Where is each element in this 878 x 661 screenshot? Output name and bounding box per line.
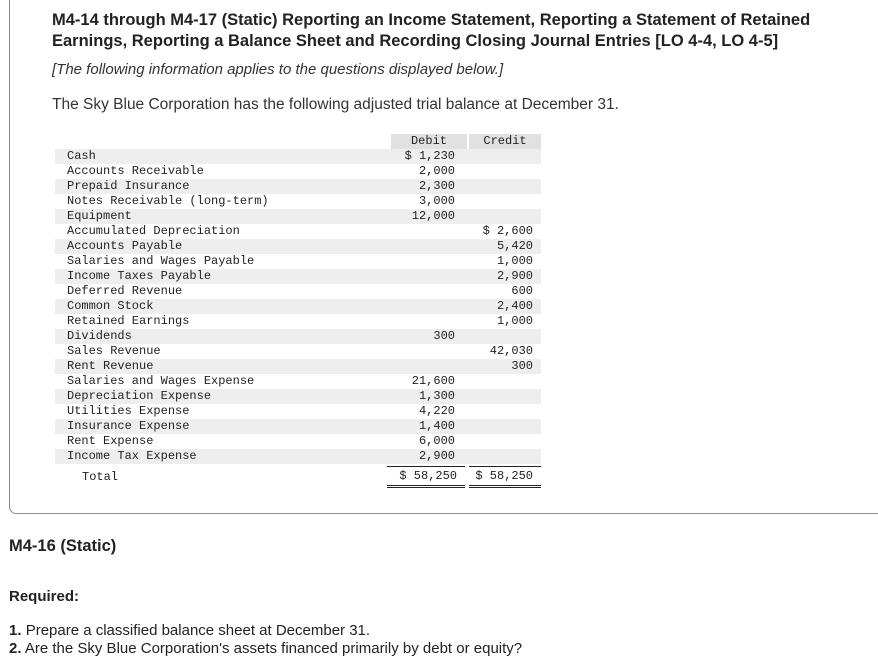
required-item [9, 640, 522, 658]
table-row [55, 239, 541, 254]
table-row [55, 359, 541, 374]
account-name: Depreciation Expense [67, 389, 212, 403]
debit-amount: 2,000 [418, 164, 455, 178]
account-name: Rent Revenue [67, 359, 154, 373]
debit-amount: 12,000 [411, 209, 455, 223]
debit-amount: 300 [433, 329, 455, 343]
trial-balance-rows [55, 149, 541, 464]
account-name: Accounts Payable [67, 239, 183, 253]
table-row [55, 389, 541, 404]
table-row [55, 419, 541, 434]
table-row [55, 269, 541, 284]
table-row [55, 299, 541, 314]
credit-amount: 300 [511, 359, 533, 373]
account-name: Retained Earnings [67, 314, 190, 328]
debit-amount: 1,400 [418, 419, 455, 433]
debit-amount: 1,300 [418, 389, 455, 403]
account-name: Income Tax Expense [67, 449, 197, 463]
account-name: Equipment [67, 209, 132, 223]
credit-amount: 2,400 [496, 299, 533, 313]
credit-amount: 42,030 [489, 344, 533, 358]
credit-amount: 600 [511, 284, 533, 298]
table-row [55, 314, 541, 329]
section-title: M4-16 (Static) [9, 537, 117, 555]
account-name: Notes Receivable (long-term) [67, 194, 269, 208]
table-row [55, 284, 541, 299]
account-name: Accounts Receivable [67, 164, 204, 178]
required-item-text: Prepare a classified balance sheet at December 31. [25, 622, 371, 639]
account-name: Rent Expense [67, 434, 154, 448]
account-name: Income Taxes Payable [67, 269, 212, 283]
required-item-number: 1. [9, 622, 22, 639]
credit-amount: 1,000 [496, 254, 533, 268]
trial-balance-table [55, 134, 541, 486]
required-item [9, 622, 522, 640]
table-row [55, 434, 541, 449]
credit-amount: 5,420 [496, 239, 533, 253]
table-row [55, 209, 541, 224]
debit-amount: 21,600 [411, 374, 455, 388]
total-label: Total [82, 470, 119, 484]
account-name: Utilities Expense [67, 404, 190, 418]
problem-title: M4-14 through M4-17 (Static) Reporting an Income Statement, Reporting a Statement of Retained Earnings, Reporting a Balance Sheet and Recording Closing Journal Entries [LO 4-4, LO 4-5] [52, 11, 811, 50]
table-row [55, 404, 541, 419]
account-name: Salaries and Wages Expense [67, 374, 255, 388]
table-row [55, 374, 541, 389]
total-debit: $ 58,250 [387, 466, 465, 488]
account-name: Prepaid Insurance [67, 179, 190, 193]
debit-amount: $ 1,230 [404, 149, 455, 163]
table-row [55, 224, 541, 239]
trial-balance-header [55, 134, 541, 149]
required-item-text: Are the Sky Blue Corporation's assets financed primarily by debt or equity? [24, 640, 523, 657]
account-name: Accumulated Depreciation [67, 224, 240, 238]
table-row [55, 449, 541, 464]
account-name: Deferred Revenue [67, 284, 183, 298]
required-item-number: 2. [9, 640, 22, 657]
debit-amount: 3,000 [418, 194, 455, 208]
credit-amount: $ 2,600 [482, 224, 533, 238]
table-row [55, 329, 541, 344]
problem-note: [The following information applies to the questions displayed below.] [52, 61, 504, 78]
table-row [55, 344, 541, 359]
account-name: Sales Revenue [67, 344, 161, 358]
debit-amount: 2,300 [418, 179, 455, 193]
debit-amount: 4,220 [418, 404, 455, 418]
table-row [55, 254, 541, 269]
required-label: Required: [9, 588, 80, 605]
debit-amount: 6,000 [418, 434, 455, 448]
debit-amount: 2,900 [418, 449, 455, 463]
problem-intro: The Sky Blue Corporation has the following adjusted trial balance at December 31. [52, 96, 619, 113]
table-row [55, 179, 541, 194]
account-name: Common Stock [67, 299, 154, 313]
account-name: Insurance Expense [67, 419, 190, 433]
account-name: Salaries and Wages Payable [67, 254, 255, 268]
trial-balance-total-row [55, 468, 541, 486]
table-row [55, 164, 541, 179]
account-name: Dividends [67, 329, 132, 343]
credit-amount: 2,900 [496, 269, 533, 283]
table-row [55, 149, 541, 164]
account-name: Cash [67, 149, 96, 163]
debit-header: Debit [391, 134, 467, 149]
credit-header: Credit [469, 134, 541, 149]
table-row [55, 194, 541, 209]
credit-amount: 1,000 [496, 314, 533, 328]
total-credit: $ 58,250 [469, 466, 541, 488]
required-list [9, 622, 522, 658]
